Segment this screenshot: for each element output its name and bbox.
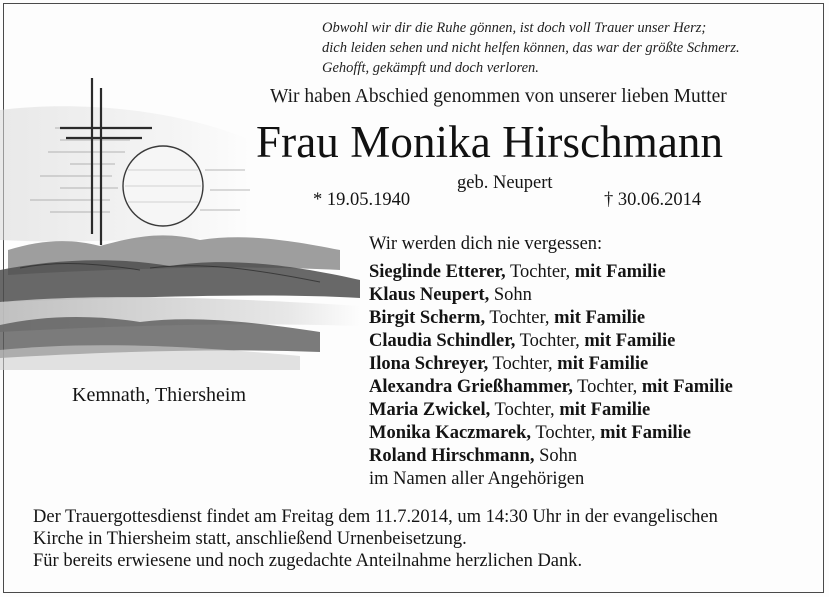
list-item <box>369 261 733 284</box>
list-item <box>369 284 733 307</box>
mourner-relation: Sohn <box>489 285 532 305</box>
deceased-name: Frau Monika Hirschmann <box>256 117 724 167</box>
mourner-name: Birgit Scherm, <box>369 308 486 328</box>
mourner-name: Sieglinde Etterer, <box>369 262 506 282</box>
mourner-name: Monika Kaczmarek, <box>369 423 532 443</box>
list-item <box>369 399 733 422</box>
mourner-relation: Tochter, <box>490 400 560 420</box>
mourners-list <box>369 261 733 491</box>
mourner-name: Ilona Schreyer, <box>369 354 489 374</box>
cross-sunset-illustration <box>0 70 380 370</box>
mourner-name: Alexandra Grießhammer, <box>369 377 573 397</box>
poem-line: dich leiden sehen und nicht helfen können, das war der größte Schmerz. <box>322 40 740 56</box>
list-item <box>369 353 733 376</box>
death-date: † 30.06.2014 <box>604 190 702 210</box>
mourner-family: mit Familie <box>557 354 649 374</box>
list-item <box>369 307 733 330</box>
mourner-name: Maria Zwickel, <box>369 400 491 420</box>
service-announcement <box>33 506 718 572</box>
birth-name: geb. Neupert <box>457 173 553 193</box>
place-names: Kemnath, Thiersheim <box>72 384 247 406</box>
mourner-family: mit Familie <box>554 308 646 328</box>
thanks-line: Für bereits erwiesene und noch zugedachte Anteilnahme herzlichen Dank. <box>33 551 583 571</box>
mourner-relation: Tochter, <box>505 262 575 282</box>
poem-line: Obwohl wir dir die Ruhe gönnen, ist doch voll Trauer unser Herz; <box>322 20 707 36</box>
service-line: Der Trauergottesdienst findet am Freitag dem 11.7.2014, um 14:30 Uhr in der evangelischen <box>33 507 718 527</box>
list-item <box>369 376 733 399</box>
mourners-footer: im Namen aller Angehörigen <box>369 469 585 489</box>
list-item <box>369 445 733 468</box>
poem <box>322 18 740 78</box>
list-item <box>369 330 733 353</box>
farewell-intro: Wir haben Abschied genommen von unserer lieben Mutter <box>270 86 727 107</box>
mourner-relation: Tochter, <box>485 308 555 328</box>
mourner-name: Claudia Schindler, <box>369 331 516 351</box>
mourner-name: Roland Hirschmann, <box>369 446 535 466</box>
birth-date: * 19.05.1940 <box>313 190 411 210</box>
mourner-relation: Tochter, <box>488 354 558 374</box>
mourner-family: mit Familie <box>574 262 666 282</box>
mourner-family: mit Familie <box>600 423 692 443</box>
mourner-relation: Sohn <box>534 446 578 466</box>
poem-line: Gehofft, gekämpft und doch verloren. <box>322 60 539 76</box>
list-item <box>369 422 733 445</box>
service-line: Kirche in Thiersheim statt, anschließend Urnenbeisetzung. <box>33 529 467 549</box>
mourner-family: mit Familie <box>559 400 651 420</box>
mourner-name: Klaus Neupert, <box>369 285 490 305</box>
mourner-relation: Tochter, <box>572 377 642 397</box>
mourner-family: mit Familie <box>584 331 676 351</box>
mourner-family: mit Familie <box>641 377 733 397</box>
mourner-relation: Tochter, <box>531 423 601 443</box>
mourners-intro: Wir werden dich nie vergessen: <box>369 234 603 254</box>
mourner-relation: Tochter, <box>515 331 585 351</box>
